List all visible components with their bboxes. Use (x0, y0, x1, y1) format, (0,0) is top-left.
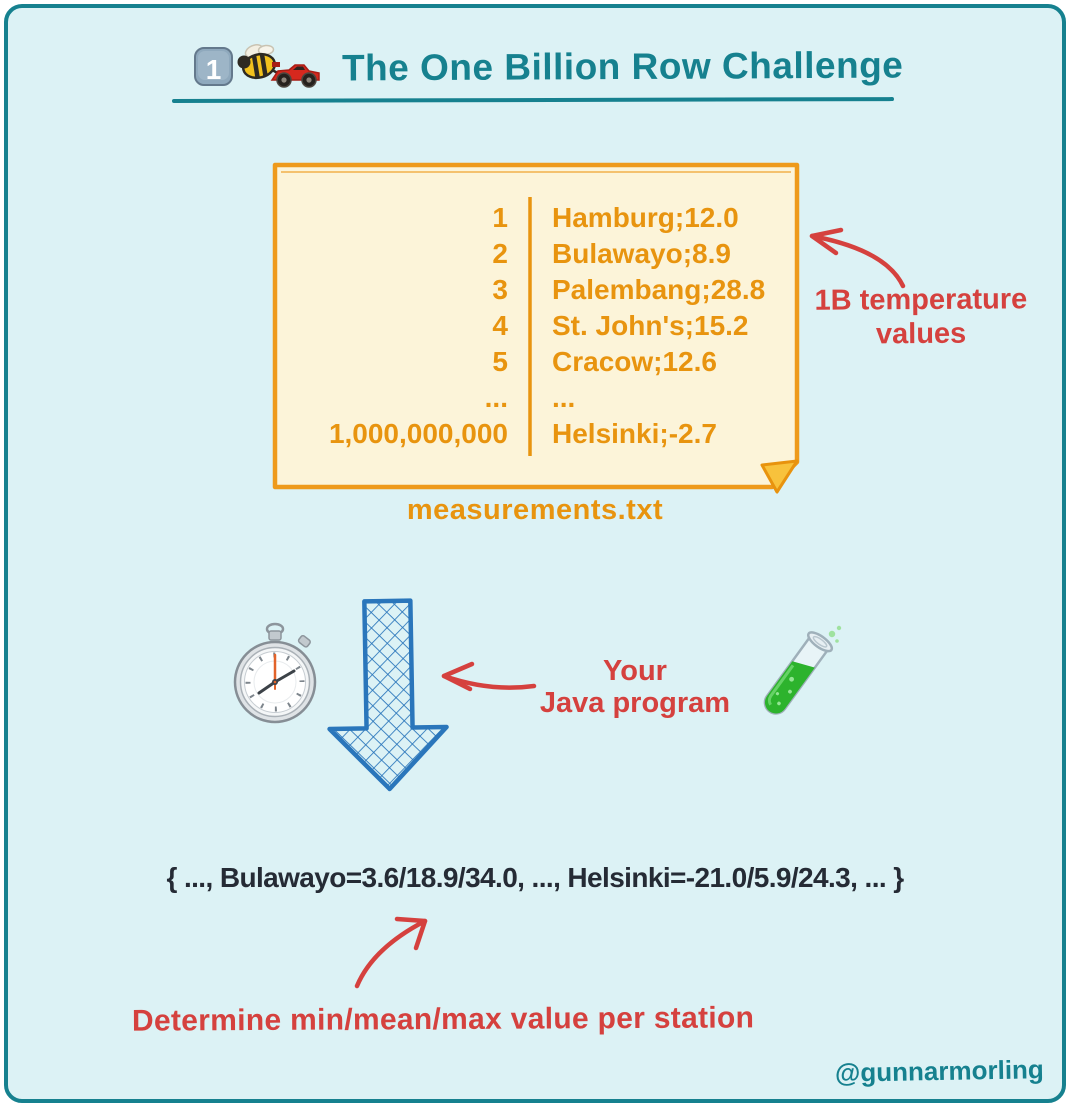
page-title: The One Billion Row Challenge (341, 44, 904, 89)
file-line-row (271, 200, 801, 236)
line-number: ... (484, 382, 508, 413)
keycap-1-icon (195, 48, 232, 85)
line-value: Cracow;12.6 (552, 346, 717, 377)
result-map-text: { ..., Bulawayo=3.6/18.9/34.0, ..., Helsinki=-21.0/5.9/24.3, ... } (166, 862, 904, 893)
program-annotation-line2: Java program (539, 686, 731, 719)
line-value: St. John's;15.2 (552, 310, 749, 341)
file-line-row (271, 344, 801, 380)
crosshatch-down-arrow-icon (326, 596, 448, 796)
file-line-row (271, 380, 801, 416)
line-value: Palembang;28.8 (552, 274, 766, 305)
line-number: 3 (492, 274, 508, 305)
line-value: Bulawayo;8.9 (552, 238, 731, 269)
line-number: 4 (492, 310, 508, 341)
program-arrow-icon (432, 658, 542, 698)
determine-annotation: Determine min/mean/max value per station (131, 1001, 755, 1038)
file-line-row (271, 308, 801, 344)
svg-text:1: 1 (205, 54, 222, 85)
test-tube-icon (740, 620, 846, 738)
file-line-row (271, 416, 801, 452)
values-annotation: 1B temperature values (814, 283, 1028, 350)
line-number: 1,000,000,000 (328, 418, 508, 449)
determine-arrow-icon (345, 908, 440, 993)
line-value: Hamburg;12.0 (552, 202, 739, 233)
title-emoji-icons (192, 38, 322, 90)
file-line-row (271, 272, 801, 308)
program-annotation (534, 656, 736, 720)
file-name-caption: measurements.txt (406, 494, 664, 526)
stopwatch-icon (231, 622, 319, 724)
line-number: 5 (492, 346, 508, 377)
line-value: ... (552, 382, 576, 413)
file-line-row (271, 236, 801, 272)
line-value: Helsinki;-2.7 (552, 418, 717, 449)
program-annotation-line1: Your (603, 655, 667, 687)
file-lines (271, 200, 801, 452)
racing-car-icon (272, 62, 319, 87)
line-number: 2 (492, 238, 508, 269)
author-credit: @gunnarmorling (834, 1054, 1045, 1088)
line-number: 1 (492, 202, 508, 233)
